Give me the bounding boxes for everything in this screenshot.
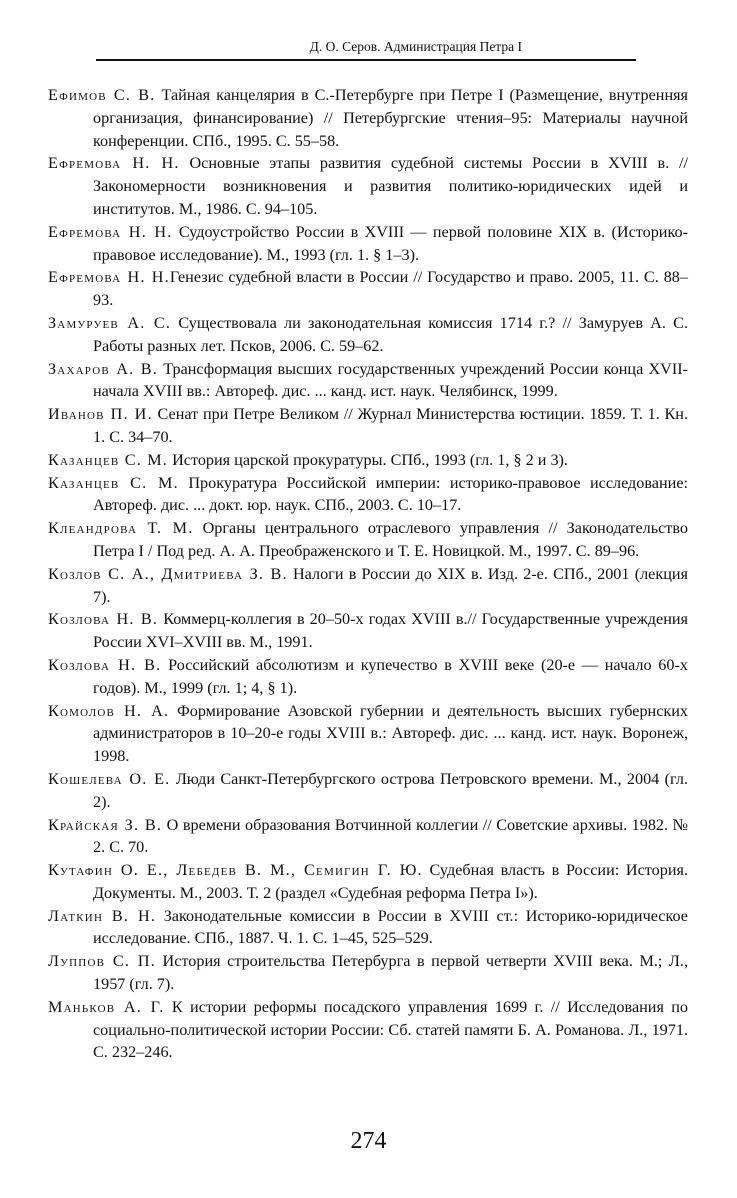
entry-author: Ефремова Н. Н. <box>48 222 173 241</box>
entry-author: Маньков А. Г. <box>48 997 165 1016</box>
entry-author: Иванов П. И. <box>48 405 153 424</box>
entry-text: Коммерц-коллегия в 20–50-х годах XVIII в.// Государственные учреждения России XVI–XVIII вв. М., 1991. <box>93 610 688 652</box>
page-number: 274 <box>350 1128 387 1154</box>
entry-text: История строительства Петербурга в первой четверти XVIII века. М.; Л., 1957 (гл. 7). <box>93 952 689 994</box>
entry-author: Ефремова Н. Н. <box>48 154 180 173</box>
bibliography-entry <box>48 654 688 700</box>
entry-text: Генезис судебной власти в России // Государство и право. 2005, 11. С. 88–93. <box>93 268 688 310</box>
bibliography-entry <box>48 358 688 404</box>
entry-author: Казанцев С. М. <box>48 473 179 492</box>
entry-author: Кутафин О. Е., Лебедев В. М., Семигин Г. Ю. <box>48 861 423 880</box>
bibliography-entry <box>48 768 688 814</box>
bibliography-entry <box>48 221 688 267</box>
entry-text: Существовала ли законодательная комиссия 1714 г.? // Замуруев А. С. Работы разных лет. Псков, 2006. С. 59–62. <box>93 313 688 355</box>
entry-author: Захаров А. В. <box>48 359 159 378</box>
entry-text: Органы центрального отраслевого управления // Законодательство Петра I / Под ред. А. А. Преображенского и Т. Е. Новицкой. М., 1997. С. 89–96. <box>93 519 688 560</box>
bibliography-list <box>48 84 688 1064</box>
entry-author: Козлова Н. В. <box>48 610 159 629</box>
entry-author: Комолов Н. А. <box>48 701 170 720</box>
entry-author: Луппов С. П. <box>48 952 157 971</box>
entry-author: Замуруев А. С. <box>48 313 172 332</box>
entry-author: Крайская З. В. <box>48 815 163 834</box>
bibliography-entry <box>48 517 688 563</box>
bibliography-entry <box>48 403 688 449</box>
bibliography-entry <box>48 449 688 472</box>
entry-text: Налоги в России до XIX в. Изд. 2-е. СПб., 2001 (лекция 7). <box>93 564 688 606</box>
bibliography-entry <box>48 950 688 996</box>
bibliography-entry <box>48 266 688 312</box>
entry-text: Основные этапы развития судебной системы России в XVIII в. // Закономерности возникновения и развития политико-юридических идей и институтов. М., 1986. С. 94–105. <box>93 154 688 218</box>
bibliography-entry <box>48 84 688 152</box>
entry-author: Ефремова Н. Н. <box>48 268 170 287</box>
bibliography-entry <box>48 472 688 518</box>
entry-text: Тайная канцелярия в С.-Петербурге при Петре I (Размещение, внутренняя организация, финансирование) // Петербургские чтения–95: Материалы научной конференции. СПб., 1995. С. 55–58. <box>93 86 689 150</box>
entry-author: Козлов С. А., Дмитриева З. В. <box>48 564 288 583</box>
entry-author: Латкин В. Н. <box>48 906 157 925</box>
entry-text: Российский абсолютизм и купечество в XVIII веке (20-е — начало 60-х годов). М., 1999 (гл. 1; 4, § 1). <box>93 655 688 697</box>
entry-text: Люди Санкт-Петербургского острова Петровского времени. М., 2004 (гл. 2). <box>93 769 688 811</box>
entry-author: Клеандрова Т. М. <box>48 519 194 538</box>
running-title: Д. О. Серов. Администрация Петра I <box>309 39 522 54</box>
bibliography-entry <box>48 700 688 768</box>
running-head <box>96 38 636 61</box>
entry-text: Судоустройство России в XVIII — первой половине XIX в. (Историко-правовое исследование). М., 1993 (гл. 1. § 1–3). <box>93 222 688 264</box>
bibliography-entry <box>48 996 688 1064</box>
bibliography-entry <box>48 152 688 220</box>
bibliography-entry <box>48 608 688 654</box>
entry-text: Судебная власть в России: История. Документы. М., 2003. Т. 2 (раздел «Судебная реформа Петра I»). <box>93 861 689 902</box>
bibliography-entry <box>48 905 688 951</box>
entry-text: Сенат при Петре Великом // Журнал Министерства юстиции. 1859. Т. 1. Кн. 1. С. 34–70. <box>93 405 688 446</box>
entry-text: История царской прокуратуры. СПб., 1993 (гл. 1, § 2 и 3). <box>168 450 568 469</box>
bibliography-entry <box>48 859 688 905</box>
entry-author: Казанцев С. М. <box>48 450 169 469</box>
bibliography-entry <box>48 563 688 609</box>
entry-text: К истории реформы посадского управления 1699 г. // Исследования по социально-политической истории России: Сб. статей памяти Б. А. Романова. Л., 1971. С. 232–246. <box>93 997 689 1062</box>
entry-author: Кошелева О. Е. <box>48 769 171 788</box>
entry-author: Козлова Н. В. <box>48 655 162 674</box>
entry-text: Законодательные комиссии в России в XVIII ст.: Историко-юридическое исследование. СПб., 1887. Ч. 1. С. 1–45, 525–529. <box>93 906 688 948</box>
bibliography-entry <box>48 814 688 860</box>
entry-text: Формирование Азовской губернии и деятельность высших губернских администраторов в 10–20-е годы XVIII в.: Автореф. дис. ... канд. ист. наук. Воронеж, 1998. <box>93 701 689 766</box>
entry-author: Ефимов С. В. <box>48 86 156 104</box>
entry-text: О времени образования Вотчинной коллегии // Советские архивы. 1982. № 2. С. 70. <box>93 815 689 857</box>
bibliography-entry <box>48 312 688 358</box>
entry-text: Трансформация высших государственных учреждений России конца XVII-начала XVIII вв.: Автореф. дис. ... канд. ист. наук. Челябинск, 1999. <box>93 359 689 401</box>
entry-text: Прокуратура Российской империи: историко-правовое исследование: Автореф. дис. ... докт. юр. наук. СПб., 2003. С. 10–17. <box>93 473 689 515</box>
